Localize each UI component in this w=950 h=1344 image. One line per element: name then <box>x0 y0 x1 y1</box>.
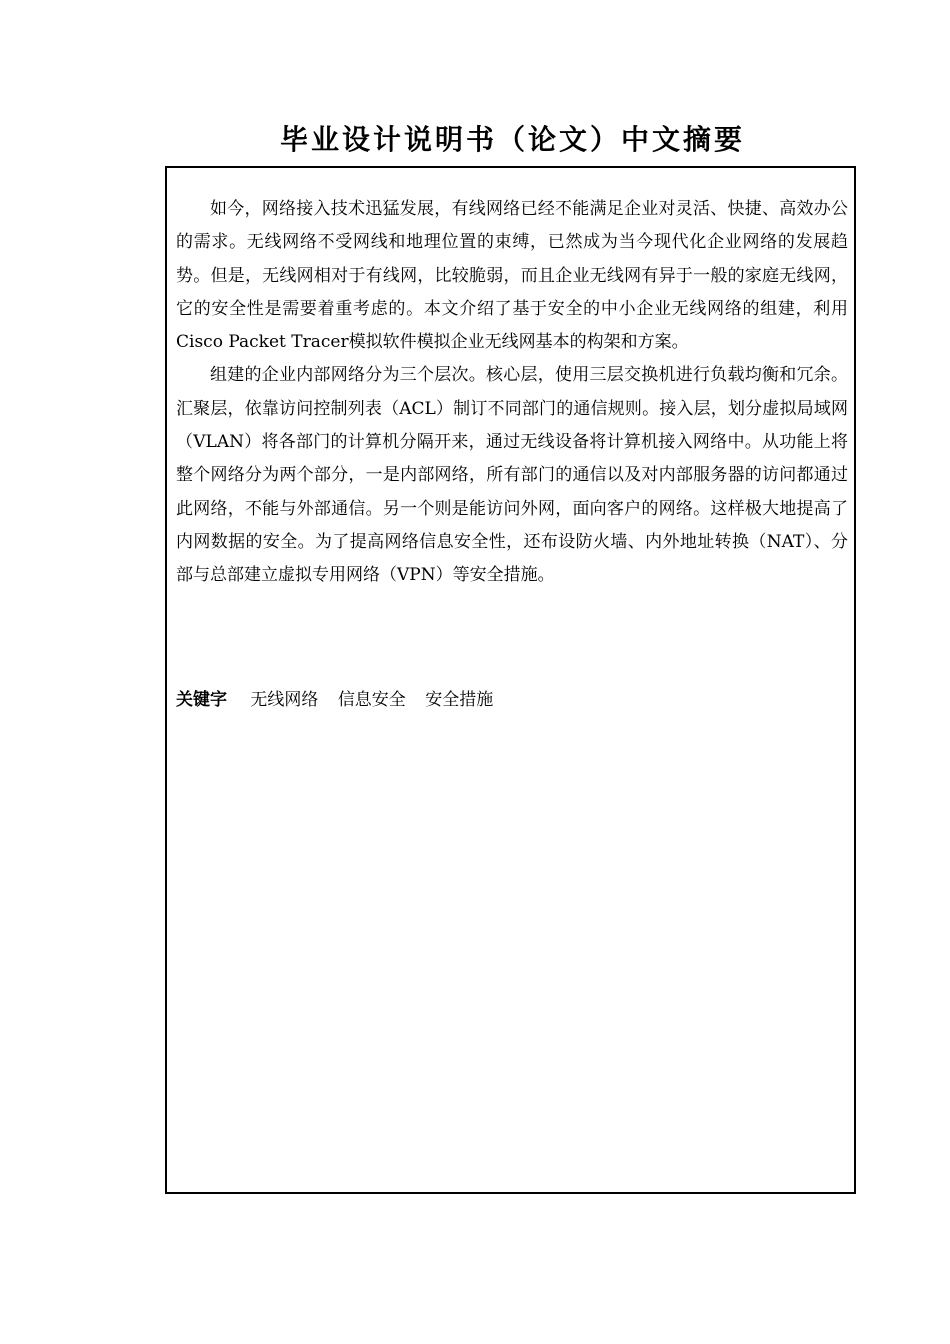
abstract-box <box>165 166 856 1194</box>
abstract-body <box>176 193 848 593</box>
keywords-line <box>176 685 507 715</box>
keyword-item: 信息安全 <box>337 690 406 710</box>
abstract-paragraph-2: 组建的企业内部网络分为三个层次。核心层，使用三层交换机进行负载均衡和冗余。汇聚层，依靠访问控制列表（ACL）制订不同部门的通信规则。接入层，划分虚拟局域网（VLAN）将各部门的计算机分隔开来，通过无线设备将计算机接入网络中。从功能上将整个网络分为两个部分，一是内部网络，所有部门的通信以及对内部服务器的访问都通过此网络，不能与外部通信。另一个则是能访问外网，面向客户的网络。这样极大地提高了内网数据的安全。为了提高网络信息安全性，还布设防火墙、内外地址转换（NAT）、分部与总部建立虚拟专用网络（VPN）等安全措施。 <box>176 365 848 586</box>
keywords-label: 关键字 <box>176 690 227 710</box>
page-title: 毕业设计说明书（论文）中文摘要 <box>279 123 745 156</box>
abstract-paragraph-1: 如今，网络接入技术迅猛发展，有线网络已经不能满足企业对灵活、快捷、高效办公的需求。无线网络不受网线和地理位置的束缚，已然成为当今现代化企业网络的发展趋势。但是，无线网相对于有线网，比较脆弱，而且企业无线网有异于一般的家庭无线网，它的安全性是需要着重考虑的。本文介绍了基于安全的中小企业无线网络的组建，利用Cisco Packet Tracer模拟软件模拟企业无线网基本的构架和方案。 <box>176 199 848 353</box>
keyword-item: 安全措施 <box>425 690 494 710</box>
keyword-item: 无线网络 <box>250 690 319 710</box>
